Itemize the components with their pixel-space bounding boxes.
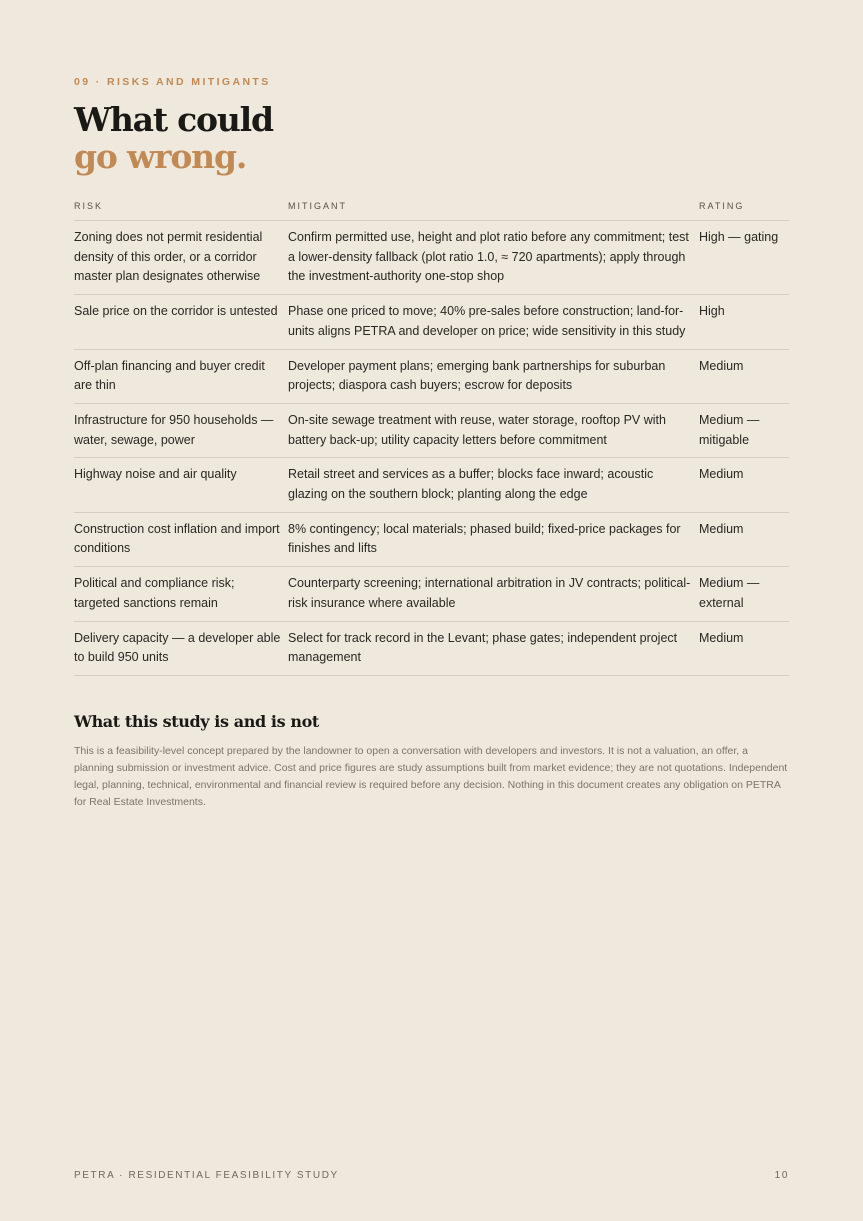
mitigant-cell: Retail street and services as a buffer; blocks face inward; acoustic glazing on the southern block; planting along the edge: [288, 458, 699, 512]
table-row: [74, 621, 789, 675]
mitigant-cell: Phase one priced to move; 40% pre-sales before construction; land-for-units aligns PETRA and developer on price; wide sensitivity in this study: [288, 295, 699, 349]
page-title-line-1: What could: [74, 100, 273, 139]
risk-cell: Zoning does not permit residential density of this order, or a corridor master plan designates otherwise: [74, 221, 288, 295]
table-row: [74, 221, 789, 295]
risk-cell: Highway noise and air quality: [74, 458, 288, 512]
risks-table: [74, 194, 789, 676]
disclaimer-heading: What this study is and is not: [74, 712, 319, 731]
risk-cell: Infrastructure for 950 households — water, sewage, power: [74, 403, 288, 457]
section-eyebrow: 09 · RISKS AND MITIGANTS: [74, 76, 271, 88]
page-title-line-2: go wrong.: [74, 137, 247, 176]
table-row: [74, 403, 789, 457]
disclaimer-text: This is a feasibility-level concept prepared by the landowner to open a conversation with developers and investors. It is not a valuation, an offer, a planning submission or investment advice. Cost and price figures are study assumptions built from market evidence; they are not quotations. Independent legal, planning, technical, environmental and financial review is required before any decision. Nothing in this document creates any obligation on PETRA for Real Estate Investments.: [74, 745, 788, 808]
risk-cell: Delivery capacity — a developer able to build 950 units: [74, 621, 288, 675]
page-number: 10: [774, 1170, 789, 1181]
footer-document-title: PETRA · RESIDENTIAL FEASIBILITY STUDY: [74, 1170, 339, 1181]
mitigant-cell: Select for track record in the Levant; phase gates; independent project management: [288, 621, 699, 675]
mitigant-cell: Developer payment plans; emerging bank partnerships for suburban projects; diaspora cash buyers; escrow for deposits: [288, 349, 699, 403]
rating-cell: Medium: [699, 512, 789, 566]
risk-cell: Political and compliance risk; targeted sanctions remain: [74, 567, 288, 621]
column-header-risk: RISK: [74, 194, 288, 221]
column-header-rating: RATING: [699, 194, 789, 221]
mitigant-cell: Confirm permitted use, height and plot ratio before any commitment; test a lower-density fallback (plot ratio 1.0, ≈ 720 apartments); apply through the investment-authority one-stop shop: [288, 221, 699, 295]
mitigant-cell: On-site sewage treatment with reuse, water storage, rooftop PV with battery back-up; utility capacity letters before commitment: [288, 403, 699, 457]
rating-cell: Medium — mitigable: [699, 403, 789, 457]
mitigant-cell: 8% contingency; local materials; phased build; fixed-price packages for finishes and lifts: [288, 512, 699, 566]
risk-cell: Construction cost inflation and import conditions: [74, 512, 288, 566]
rating-cell: Medium — external: [699, 567, 789, 621]
risk-cell: Sale price on the corridor is untested: [74, 295, 288, 349]
risk-cell: Off-plan financing and buyer credit are thin: [74, 349, 288, 403]
table-row: [74, 458, 789, 512]
table-row: [74, 512, 789, 566]
mitigant-cell: Counterparty screening; international arbitration in JV contracts; political-risk insurance where available: [288, 567, 699, 621]
table-row: [74, 349, 789, 403]
table-row: [74, 295, 789, 349]
page-title: [74, 101, 273, 175]
column-header-mitigant: MITIGANT: [288, 194, 699, 221]
rating-cell: High — gating: [699, 221, 789, 295]
rating-cell: Medium: [699, 621, 789, 675]
rating-cell: Medium: [699, 349, 789, 403]
rating-cell: Medium: [699, 458, 789, 512]
rating-cell: High: [699, 295, 789, 349]
table-header-row: [74, 194, 789, 221]
table-row: [74, 567, 789, 621]
